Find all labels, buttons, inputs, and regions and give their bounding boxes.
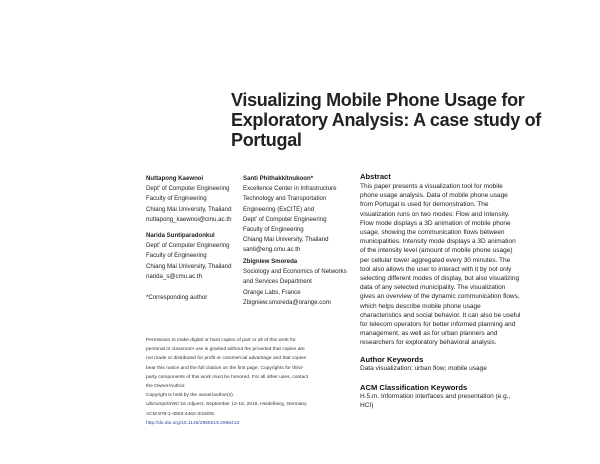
abstract-line: usage, showing the communication flows between — [360, 229, 505, 237]
affiliation-line: Dept' of Computer Engineering — [146, 185, 230, 193]
keywords-text: Data visualization; urban flow; mobile usage — [360, 365, 487, 372]
abstract-line: from Portugal is used for demonstration. The — [360, 201, 489, 209]
abstract-line: characteristics and social behavior. It can also be useful — [360, 311, 521, 319]
abstract-line: gives an overview of the dynamic communication flows, — [360, 293, 520, 301]
permission-line: personal or classroom use is granted without fee provided that copies are — [146, 347, 305, 353]
abstract-line: for telecom operators for better informed planning and — [360, 321, 516, 329]
author-email: Zbigniew.smoreda@orange.com — [243, 298, 331, 306]
author-email: santi@eng.cmu.ac.th — [243, 246, 301, 254]
affiliation-line: Faculty of Engineering — [146, 195, 207, 203]
affiliation-line: Faculty of Engineering — [243, 226, 304, 234]
venue-name: Ubicomp/ISWC'16 Adjunct — [146, 402, 204, 408]
abstract-heading: Abstract — [360, 172, 391, 181]
acm-isbn: ACM 978-1-4503-4462-3/16/09. — [146, 411, 216, 417]
permission-line: Permission to make digital or hard copies of part or all of this work for — [146, 338, 296, 343]
author-email: narida_s@cmu.ac.th — [146, 272, 202, 280]
abstract-line: management, as well as for urban planners and — [360, 330, 498, 338]
affiliation-line: Technology and Transportation — [243, 195, 327, 203]
acm-class-line: H.5.m. Information interfaces and presentation (e.g., — [360, 393, 511, 400]
affiliation-line: Dept' of Computer Engineering — [243, 215, 327, 223]
abstract-line: municipalities. Intensity mode displays a 3D animation — [360, 238, 516, 246]
title-line: Portugal — [231, 130, 302, 150]
abstract-line: tool also allows the user to interact with it by not only — [360, 265, 512, 273]
corresponding-author-note: *Corresponding author — [146, 294, 208, 301]
affiliation-line: Excellence Center in Infrastructure — [243, 185, 337, 193]
copyright-line: Copyright is held by the owner/author(s). — [146, 393, 235, 399]
affiliation-line: Chiang Mai University, Thailand — [146, 262, 232, 270]
abstract-line: This paper presents a visualization tool for mobile — [360, 183, 503, 190]
paper-title — [231, 90, 581, 150]
author-name: Nuttapong Kaewnoi — [146, 175, 204, 182]
title-line: Exploratory Analysis: A case study of — [231, 110, 542, 130]
permission-line: bear this notice and the full citation on the first page. Copyrights for third- — [146, 365, 304, 371]
author-block-right-2 — [243, 257, 363, 308]
venue-details: , September 12-16, 2016, Heidelberg, Germany — [203, 402, 307, 408]
abstract-line: of the intensity level (amount of mobile phone usage) — [360, 247, 513, 255]
venue-line — [146, 400, 334, 409]
abstract-line: selecting different modes of display, but also visualizing — [360, 275, 520, 283]
author-block-right-1 — [243, 174, 363, 256]
author-block-left-1 — [146, 174, 256, 225]
acm-class-line: HCI) — [360, 402, 374, 410]
author-block-left-2 — [146, 231, 256, 282]
acm-class-text — [360, 392, 592, 410]
abstract-line: per cellular tower aggregated every 30 minutes. The — [360, 256, 511, 264]
author-name: Zbigniew Smoreda — [243, 258, 298, 265]
affiliation-line: Faculty of Engineering — [146, 252, 207, 260]
permission-line: not made or distributed for profit or commercial advantage and that copies — [146, 356, 307, 362]
affiliation-line: and Services Department — [243, 278, 312, 286]
affiliation-line: Dept' of Computer Engineering — [146, 242, 230, 250]
abstract-line: visualization runs on two modes: Flow and Intensity. — [360, 210, 510, 218]
abstract-line: phone usage analysis. Data of mobile phone usage — [360, 192, 508, 200]
affiliation-line: Orange Labs, France — [243, 288, 301, 296]
doi-link[interactable]: http://dx.doi.org/10.1145/2968219.2968413 — [146, 420, 240, 426]
abstract-line: which helps describe mobile phone usage — [360, 302, 481, 310]
author-name: Santi Phithakkitnukoon* — [243, 175, 314, 182]
title-line: Visualizing Mobile Phone Usage for — [231, 90, 525, 110]
abstract-line: Flow mode displays a 3D animation of mobile phone — [360, 219, 511, 227]
permission-line: party components of this work must be honored. For all other uses, contact — [146, 374, 309, 380]
keywords-heading: Author Keywords — [360, 355, 424, 364]
affiliation-line: Chiang Mai University, Thailand — [146, 205, 232, 213]
affiliation-line: Sociology and Economics of Networks — [243, 268, 347, 276]
author-email: nuttapong_kaewnoi@cmu.ac.th — [146, 215, 232, 223]
abstract-line: data of any selected municipality. The visualization — [360, 284, 506, 292]
author-name: Narida Suntiparadonkul — [146, 232, 215, 239]
acm-class-heading: ACM Classification Keywords — [360, 383, 468, 392]
permission-line: the Owner/Author. — [146, 384, 186, 390]
affiliation-line: Chiang Mai University, Thailand — [243, 236, 329, 244]
abstract-body — [360, 182, 592, 348]
abstract-line: researchers for exploratory behavioral analysis. — [360, 339, 497, 347]
affiliation-line: Engineering (ExCITE) and — [243, 205, 315, 213]
permission-notice — [146, 336, 334, 428]
